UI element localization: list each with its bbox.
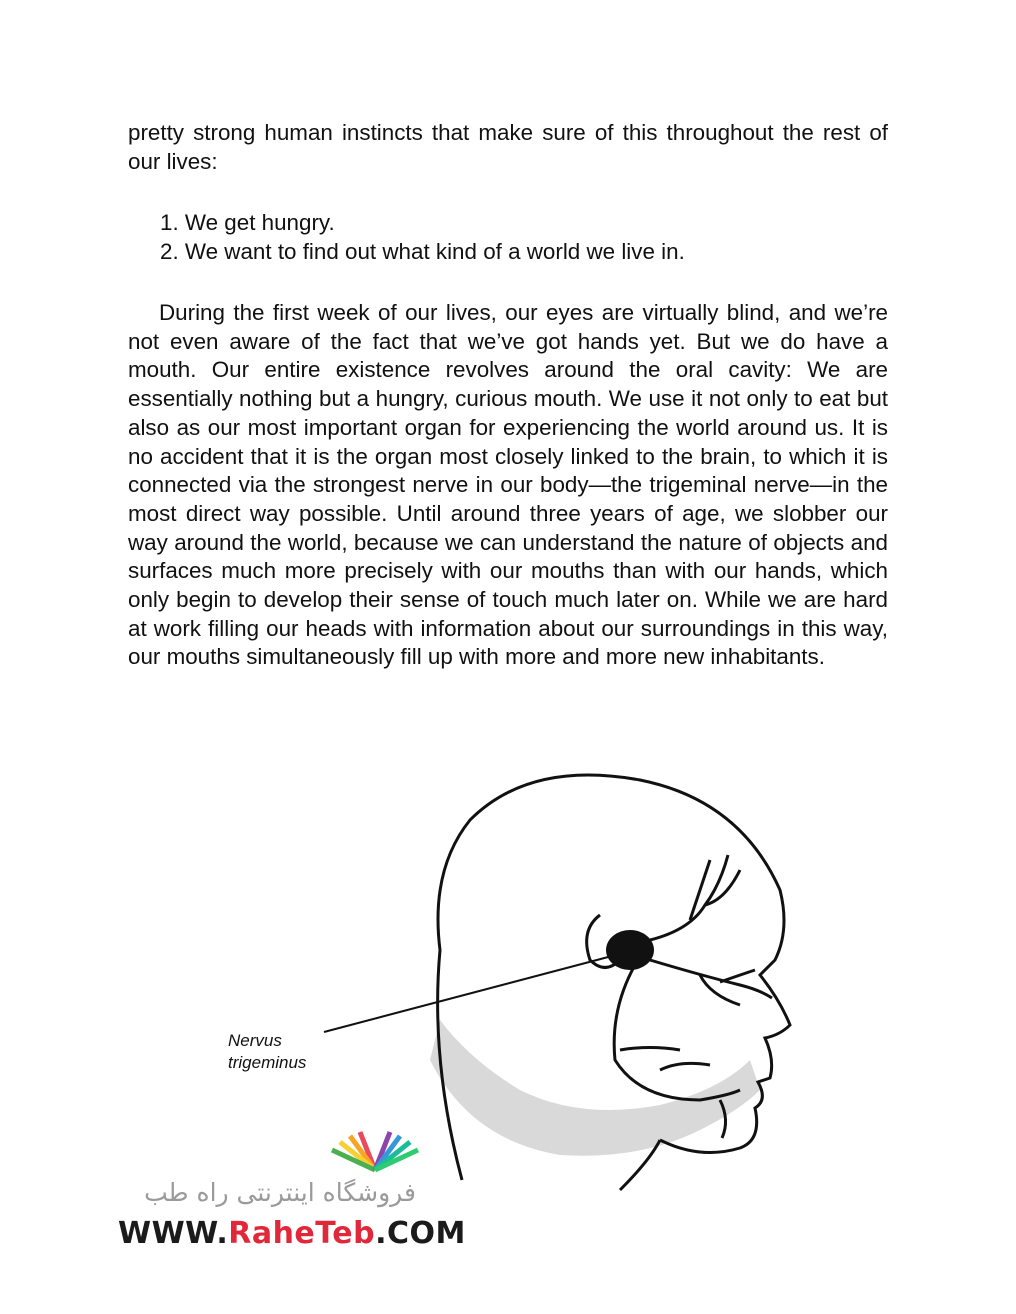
label-line-2: trigeminus <box>228 1053 307 1072</box>
label-line-1: Nervus <box>228 1031 282 1050</box>
watermark-url <box>118 1216 466 1251</box>
figure-label <box>228 1030 306 1074</box>
intro-paragraph <box>128 119 888 176</box>
url-prefix: WWW. <box>118 1216 229 1251</box>
label-pointer <box>324 956 612 1032</box>
watermark-persian-text: فروشگاه اینترنتی راه طب <box>144 1178 416 1207</box>
body-paragraph <box>128 299 888 672</box>
url-suffix: .COM <box>375 1216 466 1251</box>
url-brand: RaheTeb <box>228 1216 376 1251</box>
body-text: During the first week of our lives, our eyes are virtually blind, and we’re not even aware of the fact that we’ve got hands yet. But we do have a mouth. Our entire existence revolves around the oral cavity: We are essentially nothing but a hungry, curious mouth. We use it not only to eat but also as our most important organ for experiencing the world around us. It is no accident that it is the organ most closely linked to the brain, to which it is connected via the strongest nerve in our body—the trigeminal nerve—in the most direct way possible. Until around three years of age, we slobber our way around the world, because we can understand the nature of objects and surfaces much more precisely with our mouths than with our hands, which only begin to develop their sense of touch much later on. While we are hard at work filling our heads with information about our surroundings in this way, our mouths simultaneously fill up with more and more new inhabitants. <box>128 300 888 670</box>
intro-text: pretty strong human instincts that make sure of this throughout the rest of our lives: <box>128 120 888 174</box>
list-item: 2. We want to find out what kind of a world we live in. <box>160 238 685 264</box>
numbered-list <box>160 209 860 266</box>
neck-shadow <box>430 1020 760 1156</box>
trigeminal-ganglion <box>606 930 654 970</box>
watermark <box>110 1120 466 1260</box>
book-logo-icon <box>320 1120 430 1174</box>
list-item: 1. We get hungry. <box>160 210 335 235</box>
